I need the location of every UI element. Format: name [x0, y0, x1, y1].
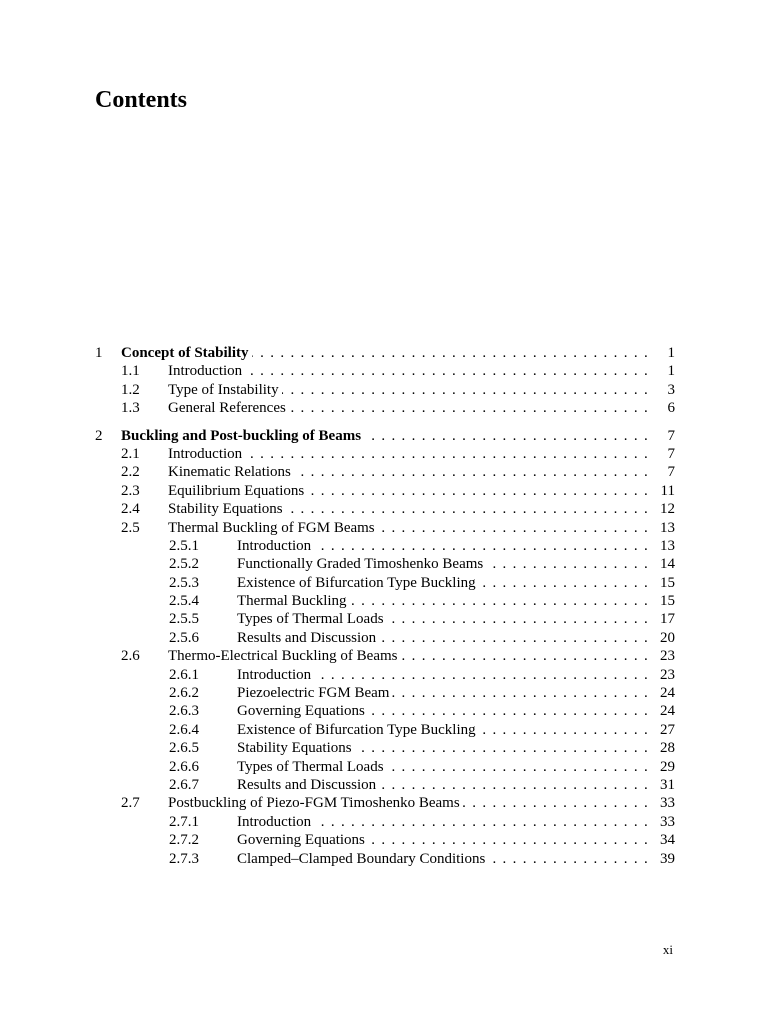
toc-entry-page-number: 13 [660, 519, 675, 536]
toc-section-entry[interactable] [95, 362, 675, 380]
toc-entry-title: Clamped–Clamped Boundary Conditions [237, 850, 486, 867]
toc-entry-page-number: 27 [660, 721, 675, 738]
toc-section-entry[interactable] [95, 482, 675, 500]
dot-leader [252, 344, 650, 362]
dot-leader [387, 610, 649, 628]
toc-entry-number: 2.5 [121, 519, 140, 536]
toc-entry-title: Thermal Buckling of FGM Beams [168, 519, 375, 536]
toc-entry-page-number: 7 [667, 464, 675, 481]
toc-entry-number: 2.5.1 [169, 537, 199, 554]
toc-entry-title: General References [168, 400, 286, 417]
toc-entry-title: Results and Discussion [237, 629, 377, 646]
toc-entry-page-number: 24 [660, 685, 675, 702]
dot-leader [379, 776, 649, 794]
toc-entry-title: Governing Equations [237, 703, 365, 720]
toc-entry-number: 2.6 [121, 648, 140, 665]
toc-entry-title: Equilibrium Equations [168, 482, 305, 499]
toc-section-entry[interactable] [95, 519, 675, 537]
toc-subsection-entry[interactable] [95, 758, 675, 776]
toc-entry-title: Stability Equations [168, 501, 283, 518]
dot-leader [479, 574, 649, 592]
dot-leader [314, 666, 649, 684]
toc-entry-number: 2 [95, 427, 103, 444]
toc-subsection-entry[interactable] [95, 684, 675, 702]
toc-entry-number: 2.6.6 [169, 758, 199, 775]
dot-leader [286, 500, 649, 518]
toc-entry-page-number: 11 [660, 482, 675, 499]
dot-leader [479, 721, 649, 739]
toc-entry-page-number: 1 [667, 363, 675, 380]
toc-entry-page-number: 28 [660, 740, 675, 757]
toc-subsection-entry[interactable] [95, 813, 675, 831]
toc-subsection-entry[interactable] [95, 555, 675, 573]
toc-entry-number: 2.7.3 [169, 850, 199, 867]
toc-section-entry[interactable] [95, 399, 675, 417]
toc-chapter-heading[interactable] [95, 427, 675, 445]
dot-leader [314, 813, 649, 831]
toc-entry-title: Types of Thermal Loads [237, 758, 384, 775]
toc-chapter [95, 344, 675, 418]
toc-entry-number: 2.7 [121, 795, 140, 812]
toc-entry-page-number: 20 [660, 629, 675, 646]
toc-entry-page-number: 15 [660, 593, 675, 610]
dot-leader [245, 445, 649, 463]
toc-entry-page-number: 3 [667, 381, 675, 398]
toc-subsection-entry[interactable] [95, 721, 675, 739]
dot-leader [379, 629, 649, 647]
dot-leader [378, 519, 649, 537]
toc-subsection-entry[interactable] [95, 776, 675, 794]
toc-entry-number: 2.6.7 [169, 776, 199, 793]
toc-subsection-entry[interactable] [95, 574, 675, 592]
toc-entry-number: 2.6.5 [169, 740, 199, 757]
dot-leader [463, 794, 649, 812]
toc-entry-page-number: 12 [660, 501, 675, 518]
toc-entry-title: Existence of Bifurcation Type Buckling [237, 574, 476, 591]
toc-entry-number: 1.1 [121, 363, 140, 380]
toc-subsection-entry[interactable] [95, 850, 675, 868]
toc-entry-number: 2.1 [121, 445, 140, 462]
toc-entry-page-number: 24 [660, 703, 675, 720]
toc-entry-page-number: 13 [660, 537, 675, 554]
toc-chapter [95, 427, 675, 868]
toc-entry-page-number: 7 [667, 427, 675, 444]
toc-entry-title: Types of Thermal Loads [237, 611, 384, 628]
toc-entry-number: 2.5.6 [169, 629, 199, 646]
toc-entry-number: 2.6.1 [169, 666, 199, 683]
toc-entry-title: Type of Instability [168, 381, 279, 398]
toc-entry-title: Introduction [237, 537, 312, 554]
toc-entry-page-number: 17 [660, 611, 675, 628]
toc-entry-number: 2.3 [121, 482, 140, 499]
toc-section-entry[interactable] [95, 794, 675, 812]
dot-leader [289, 399, 649, 417]
dot-leader [387, 758, 649, 776]
toc-entry-title: Governing Equations [237, 832, 365, 849]
toc-entry-title: Thermo-Electrical Buckling of Beams [168, 648, 398, 665]
toc-section-entry[interactable] [95, 381, 675, 399]
dot-leader [364, 427, 649, 445]
toc-subsection-entry[interactable] [95, 739, 675, 757]
toc-entry-number: 2.7.1 [169, 813, 199, 830]
toc-entry-title: Postbuckling of Piezo-FGM Timoshenko Beams [168, 795, 460, 812]
page-folio: xi [662, 942, 673, 957]
toc-entry-number: 1.2 [121, 381, 140, 398]
toc-section-entry[interactable] [95, 647, 675, 665]
dot-leader [401, 647, 649, 665]
dot-leader [488, 850, 649, 868]
page-title: Contents [95, 87, 188, 113]
toc-entry-title: Introduction [168, 445, 243, 462]
toc-entry-page-number: 23 [660, 648, 675, 665]
toc-entry-page-number: 39 [660, 850, 675, 867]
toc-entry-number: 2.4 [121, 501, 140, 518]
toc-entry-title: Piezoelectric FGM Beam [237, 685, 390, 702]
toc-subsection-entry[interactable] [95, 537, 675, 555]
toc-subsection-entry[interactable] [95, 666, 675, 684]
toc-entry-page-number: 31 [660, 776, 675, 793]
toc-entry-number: 2.6.4 [169, 721, 199, 738]
toc-entry-number: 1 [95, 345, 103, 361]
toc-entry-page-number: 15 [660, 574, 675, 591]
dot-leader [392, 684, 649, 702]
toc-entry-page-number: 23 [660, 666, 675, 683]
toc-section-entry[interactable] [95, 463, 675, 481]
toc-chapter-heading[interactable] [95, 344, 675, 362]
toc-entry-title: Stability Equations [237, 740, 352, 757]
toc-section-entry[interactable] [95, 500, 675, 518]
toc-entry-number: 2.5.4 [169, 593, 199, 610]
dot-leader [294, 463, 649, 481]
toc-entry-title: Thermal Buckling [237, 593, 347, 610]
dot-leader [307, 482, 649, 500]
toc-entry-page-number: 34 [660, 832, 675, 849]
toc-subsection-entry[interactable] [95, 702, 675, 720]
dot-leader [245, 362, 649, 380]
toc-entry-title: Introduction [237, 666, 312, 683]
dot-leader [368, 831, 649, 849]
toc-subsection-entry[interactable] [95, 831, 675, 849]
toc-entry-page-number: 1 [667, 345, 675, 361]
toc-entry-title: Kinematic Relations [168, 464, 291, 481]
toc-entry-page-number: 6 [667, 400, 675, 417]
toc-entry-page-number: 33 [660, 795, 675, 812]
toc-entry-title: Introduction [237, 813, 312, 830]
toc-entry-page-number: 14 [660, 556, 675, 573]
toc-entry-page-number: 33 [660, 813, 675, 830]
toc-entry-number: 2.7.2 [169, 832, 199, 849]
toc-entry-title: Introduction [168, 363, 243, 380]
dot-leader [350, 592, 649, 610]
toc-entry-title: Functionally Graded Timoshenko Beams [237, 556, 484, 573]
toc-entry-number: 2.5.3 [169, 574, 199, 591]
toc-entry-number: 2.5.2 [169, 556, 199, 573]
toc-entry-number: 1.3 [121, 400, 140, 417]
dot-leader [355, 739, 649, 757]
toc-section-entry[interactable] [95, 445, 675, 463]
toc-entry-title: Concept of Stability [121, 345, 249, 361]
dot-leader [486, 555, 649, 573]
dot-leader [314, 537, 649, 555]
dot-leader [368, 702, 649, 720]
toc-subsection-entry[interactable] [95, 610, 675, 628]
toc-entry-page-number: 7 [667, 445, 675, 462]
toc-subsection-entry[interactable] [95, 629, 675, 647]
toc-entry-title: Results and Discussion [237, 776, 377, 793]
dot-leader [282, 381, 649, 399]
toc-entry-title: Buckling and Post-buckling of Beams [121, 427, 362, 444]
table-of-contents [95, 344, 675, 877]
toc-entry-title: Existence of Bifurcation Type Buckling [237, 721, 476, 738]
toc-entry-number: 2.2 [121, 464, 140, 481]
toc-entry-number: 2.5.5 [169, 611, 199, 628]
toc-subsection-entry[interactable] [95, 592, 675, 610]
toc-entry-number: 2.6.3 [169, 703, 199, 720]
toc-entry-page-number: 29 [660, 758, 675, 775]
toc-entry-number: 2.6.2 [169, 685, 199, 702]
